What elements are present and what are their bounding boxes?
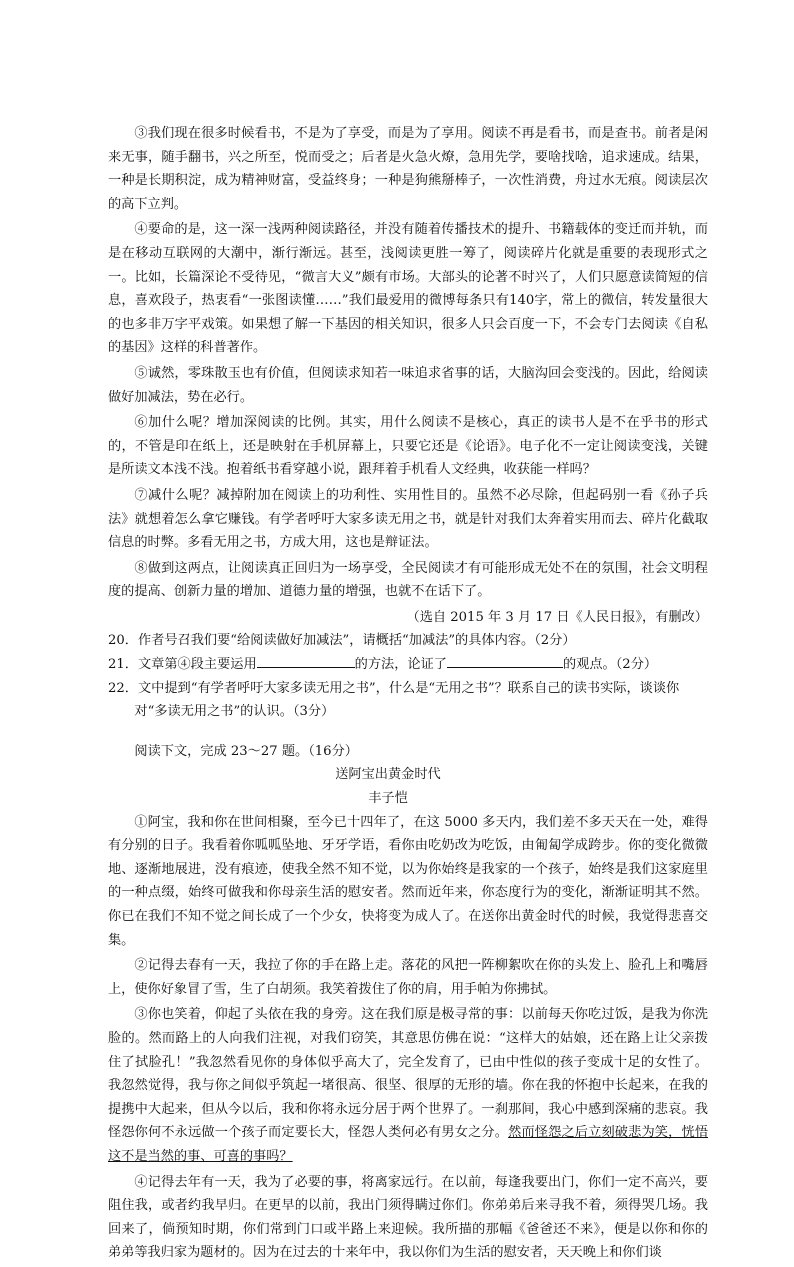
answer-blank-method[interactable] xyxy=(257,653,355,668)
question-21 xyxy=(108,653,708,677)
essay-paragraph-3-text: ③你也笑着，仰起了头依在我的身旁。这在我们原是极寻常的事：以前每天你吃过饭，是我为你洗脸的。然而路上的人向我们注视，对我们窃笑，其意思仿佛在说：“这样大的姑娘，还在路上让父亲拨住了拭脸孔！”我忽然看见你的身体似乎高大了，完全发育了，已由中性似的孩子变成十足的女性了。我忽然觉得，我与你之间似乎筑起一堵很高、很坚、很厚的无形的墙。你在我的怀抱中长起来，在我的提携中大起来，但从今以后，我和你将永远分居于两个世界了。一刹那间，我心中感到深痛的悲哀。我怪怨你何不永远做一个孩子而定要长大，怪怨人类何必有男女之分。 xyxy=(108,1007,708,1141)
paragraph-5: ⑤诚然，零珠散玉也有价值，但阅读求知若一味追求省事的话，大脑沟回会变浅的。因此，给阅读做好加减法，势在必行。 xyxy=(108,365,708,405)
question-22: 22．文中提到“有学者呼吁大家多读无用之书”，什么是“无用之书”？联系自己的读书实际，谈谈你对“多读无用之书”的认识。（3分） xyxy=(108,680,680,720)
paragraph-8: ⑧做到这两点，让阅读真正回归为一场享受，全民阅读才有可能形成无处不在的氛围，社会文明程度的提高、创新力量的增加、道德力量的增强，也就不在话下了。 xyxy=(108,560,708,600)
essay-paragraph-4: ④记得去年有一天，我为了必要的事，将离家远行。在以前，每逢我要出门，你们一定不高兴，要阻住我，或者约我早归。在更早的以前，我出门须得瞒过你们。你弟弟后来寻我不着，须得哭几场。我回来了，倘预知时期，你们常到门口或半路上来迎候。我所描的那幅《爸爸还不来》，便是以你和你的弟弟等我归家为题材的。因为在过去的十来年中，我以你们为生活的慰安者，天天晚上和你们谈 xyxy=(108,1174,708,1261)
paragraph-6: ⑥加什么呢？增加深阅读的比例。其实，用什么阅读不是核心，真正的读书人是不在乎书的形式的，不管是印在纸上，还是映射在手机屏幕上，只要它还是《论语》。电子化不一定让阅读变浅，关键是所读文本浅不浅。抱着纸书看穿越小说，跟拜着手机看人文经典，收获能一样吗？ xyxy=(108,415,708,478)
essay-author: 丰子恺 xyxy=(368,791,408,807)
question-20: 20．作者号召我们要“给阅读做好加减法”，请概括“加减法”的具体内容。（2分） xyxy=(108,633,576,649)
paragraph-7: ⑦减什么呢？减掉附加在阅读上的功利性、实用性目的。虽然不必尽除，但起码别一看《孙子兵法》就想着怎么拿它赚钱。有学者呼吁大家多读无用之书，就是针对我们太奔着实用而去、碎片化截取信息的时弊。多看无用之书，方成大用，这也是辩证法。 xyxy=(108,487,708,551)
question-21-part-c: 的观点。（2分） xyxy=(562,657,658,673)
document-page xyxy=(108,122,708,1267)
section-intro: 阅读下文，完成 23～27 题。（16分） xyxy=(134,743,358,759)
question-21-part-b: 的方法，论证了 xyxy=(354,657,447,673)
paragraph-4: ④要命的是，这一深一浅两种阅读路径，并没有随着传播技术的提升、书籍载体的变迁而并轨，而是在移动互联网的大潮中，渐行渐远。甚至，浅阅读更胜一筹了，阅读碎片化就是重要的表现形式之一。比如，长篇深论不受待见，“微言大义”颇有市场。大部头的论著不时兴了，人们只愿意读简短的信息，喜欢段子，热衷看“一张图读懂……”我们最爱用的微博每条只有140字，常上的微信，转发量很大的也多非万字平戏策。如果想了解一下基因的相关知识，很多人只会百度一下，不会专门去阅读《自私的基因》这样的科普著作。 xyxy=(108,222,708,356)
source-citation: （选自 2015 年 3 月 17 日《人民日报》，有删改） xyxy=(406,609,708,625)
paragraph-3: ③我们现在很多时候看书，不是为了享受，而是为了享用。阅读不再是看书，而是查书。前者是闲来无事，随手翻书，兴之所至，悦而受之；后者是火急火燎，急用先学，要啥找啥，追求速成。结果，一种是长期积淀，成为精神财富，受益终身；一种是狗熊掰棒子，一次性消费，舟过水无痕。阅读层次的高下立判。 xyxy=(108,126,708,212)
underlined-sentence: 然而怪怨之后立刻破悲为笑，恍悟这不是当然的事、可喜的事吗？ xyxy=(108,1125,709,1164)
question-21-part-a: 21．文章第④段主要运用 xyxy=(108,657,257,673)
essay-title: 送阿宝出黄金时代 xyxy=(335,767,441,783)
essay-paragraph-1: ①阿宝，我和你在世间相聚，至今已十四年了，在这 5000 多天内，我们差不多天天在一处，难得有分别的日子。我看着你呱呱坠地、牙牙学语，看你由吃奶改为吃饭，由匍匐学成跨步。你的变化微微地、逐渐地展进，没有痕迹，使我全然不知不觉，以为你始终是我家的一个孩子，始终是我们这家庭里的一种点缀，始终可做我和你母亲生活的慰安者。然而近年来，你态度行为的变化，渐渐证明其不然。你已在我们不知不觉之间长成了一个少女，快将变为成人了。在送你出黄金时代的时候，我觉得悲喜交集。 xyxy=(108,814,708,948)
essay-paragraph-3 xyxy=(108,1003,708,1168)
answer-blank-viewpoint[interactable] xyxy=(447,653,563,668)
essay-paragraph-2: ②记得去春有一天，我拉了你的手在路上走。落花的风把一阵柳絮吹在你的头发上、脸孔上和嘴唇上，使你好象冒了雪，生了白胡须。我笑着拨住了你的肩，用手帕为你拂拭。 xyxy=(108,958,708,997)
